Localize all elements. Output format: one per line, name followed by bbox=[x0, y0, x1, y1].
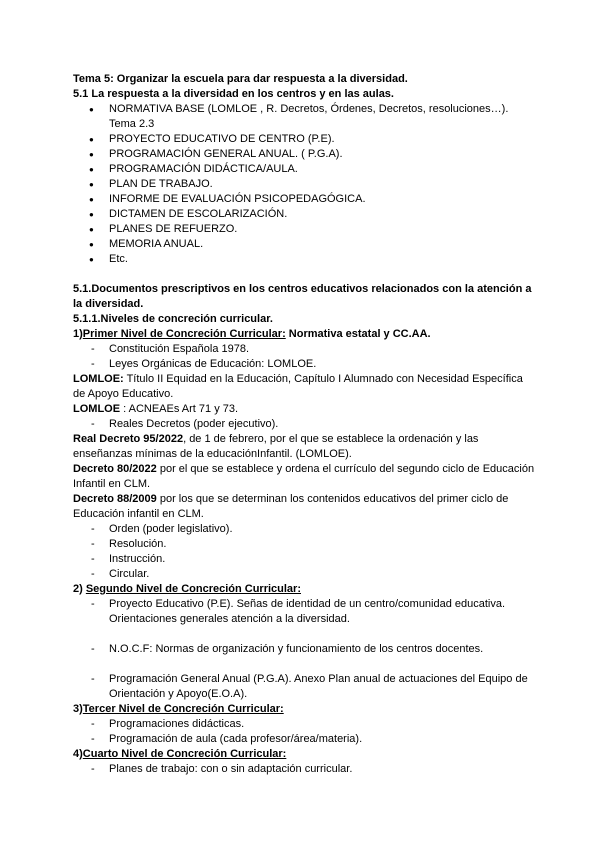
topic-title: Tema 5: Organizar la escuela para dar respuesta a la diversidad. bbox=[73, 73, 408, 85]
lomloe-text: : ACNEAEs Art 71 y 73. bbox=[120, 403, 239, 415]
list-item: ● PLANES DE REFUERZO. bbox=[73, 222, 535, 237]
list-item: - Constitución Española 1978. bbox=[73, 342, 535, 357]
list-item: ● PROYECTO EDUCATIVO DE CENTRO (P.E). bbox=[73, 132, 535, 147]
level1-list-2 bbox=[73, 417, 535, 432]
level1-title: Primer Nivel de Concreción Curricular: bbox=[82, 328, 286, 340]
normative-list bbox=[73, 102, 535, 267]
real-decreto-paragraph bbox=[73, 432, 535, 462]
lomloe-label: LOMLOE: bbox=[73, 373, 124, 385]
section-documents-heading: 5.1.Documentos prescriptivos en los centros educativos relacionados con la atención a la diversidad. bbox=[73, 283, 532, 310]
lomloe-label: LOMLOE bbox=[73, 403, 121, 415]
level1-list bbox=[73, 342, 535, 372]
decreto-88-label: Decreto 88/2009 bbox=[73, 493, 157, 505]
level4-title: Cuarto Nivel de Concreción Curricular: bbox=[82, 748, 287, 760]
level1-list-3 bbox=[73, 522, 535, 582]
list-item: - Leyes Orgánicas de Educación: LOMLOE. bbox=[73, 357, 535, 372]
real-decreto-label: Real Decreto 95/2022 bbox=[73, 433, 184, 445]
list-item: - Proyecto Educativo (P.E). Señas de identidad de un centro/comunidad educativa. Orientaciones generales atención a la diversidad. bbox=[73, 597, 535, 627]
list-item: - Orden (poder legislativo). bbox=[73, 522, 535, 537]
spacer bbox=[73, 267, 535, 282]
level4-heading bbox=[73, 747, 535, 762]
list-item: - Instrucción. bbox=[73, 552, 535, 567]
level2-list-b bbox=[73, 642, 535, 657]
level3-number: 3) bbox=[73, 703, 83, 715]
list-item: ● NORMATIVA BASE (LOMLOE , R. Decretos, Órdenes, Decretos, resoluciones…). Tema 2.3 bbox=[73, 102, 535, 132]
lomloe-acneae-paragraph bbox=[73, 402, 535, 417]
list-item: - Reales Decretos (poder ejecutivo). bbox=[73, 417, 535, 432]
section-5-1-heading: 5.1 La respuesta a la diversidad en los centros y en las aulas. bbox=[73, 88, 394, 100]
document-page bbox=[73, 72, 535, 777]
lomloe-text: Título II Equidad en la Educación, Capítulo I Alumnado con Necesidad Específica de Apoyo Educativo. bbox=[73, 373, 523, 400]
list-item: - Programación General Anual (P.G.A). Anexo Plan anual de actuaciones del Equipo de Orientación y Apoyo(E.O.A). bbox=[73, 672, 535, 702]
level3-title: Tercer Nivel de Concreción Curricular: bbox=[82, 703, 284, 715]
level2-number: 2) bbox=[73, 583, 86, 595]
list-item: - N.O.C.F: Normas de organización y funcionamiento de los centros docentes. bbox=[73, 642, 535, 657]
decreto-80-text: por el que se establece y ordena el currículo del segundo ciclo de Educación Infantil en CLM. bbox=[73, 463, 535, 490]
level4-number: 4) bbox=[73, 748, 83, 760]
list-item: ● PROGRAMACIÓN DIDÁCTICA/AULA. bbox=[73, 162, 535, 177]
decreto-88-paragraph bbox=[73, 492, 535, 522]
list-item: ● Etc. bbox=[73, 252, 535, 267]
level2-list bbox=[73, 597, 535, 627]
decreto-88-text: por los que se determinan los contenidos educativos del primer ciclo de Educación infantil en CLM. bbox=[73, 493, 509, 520]
list-item: - Programación de aula (cada profesor/área/materia). bbox=[73, 732, 535, 747]
spacer bbox=[73, 657, 535, 672]
lomloe-paragraph bbox=[73, 372, 535, 402]
level2-title: Segundo Nivel de Concreción Curricular: bbox=[85, 583, 301, 595]
section-5-1-1-heading: 5.1.1.Niveles de concreción curricular. bbox=[73, 313, 273, 325]
list-item: ● PLAN DE TRABAJO. bbox=[73, 177, 535, 192]
level2-list-c bbox=[73, 672, 535, 702]
level3-list bbox=[73, 717, 535, 747]
level2-heading bbox=[73, 582, 535, 597]
level1-rest: Normativa estatal y CC.AA. bbox=[285, 328, 431, 340]
decreto-80-label: Decreto 80/2022 bbox=[73, 463, 157, 475]
list-item: - Planes de trabajo: con o sin adaptación curricular. bbox=[73, 762, 535, 777]
level1-number: 1) bbox=[73, 328, 83, 340]
real-decreto-text: , de 1 de febrero, por el que se establece la ordenación y las enseñanzas mínimas de la educaciónInfantil. (LOMLOE). bbox=[73, 433, 479, 460]
list-item: ● DICTAMEN DE ESCOLARIZACIÓN. bbox=[73, 207, 535, 222]
list-item: - Resolución. bbox=[73, 537, 535, 552]
list-item: ● MEMORIA ANUAL. bbox=[73, 237, 535, 252]
list-item: - Circular. bbox=[73, 567, 535, 582]
list-item: - Programaciones didácticas. bbox=[73, 717, 535, 732]
level4-list bbox=[73, 762, 535, 777]
level1-heading bbox=[73, 327, 535, 342]
level3-heading bbox=[73, 702, 535, 717]
list-item: ● PROGRAMACIÓN GENERAL ANUAL. ( P.G.A). bbox=[73, 147, 535, 162]
list-item: ● INFORME DE EVALUACIÓN PSICOPEDAGÓGICA. bbox=[73, 192, 535, 207]
spacer bbox=[73, 627, 535, 642]
decreto-80-paragraph bbox=[73, 462, 535, 492]
